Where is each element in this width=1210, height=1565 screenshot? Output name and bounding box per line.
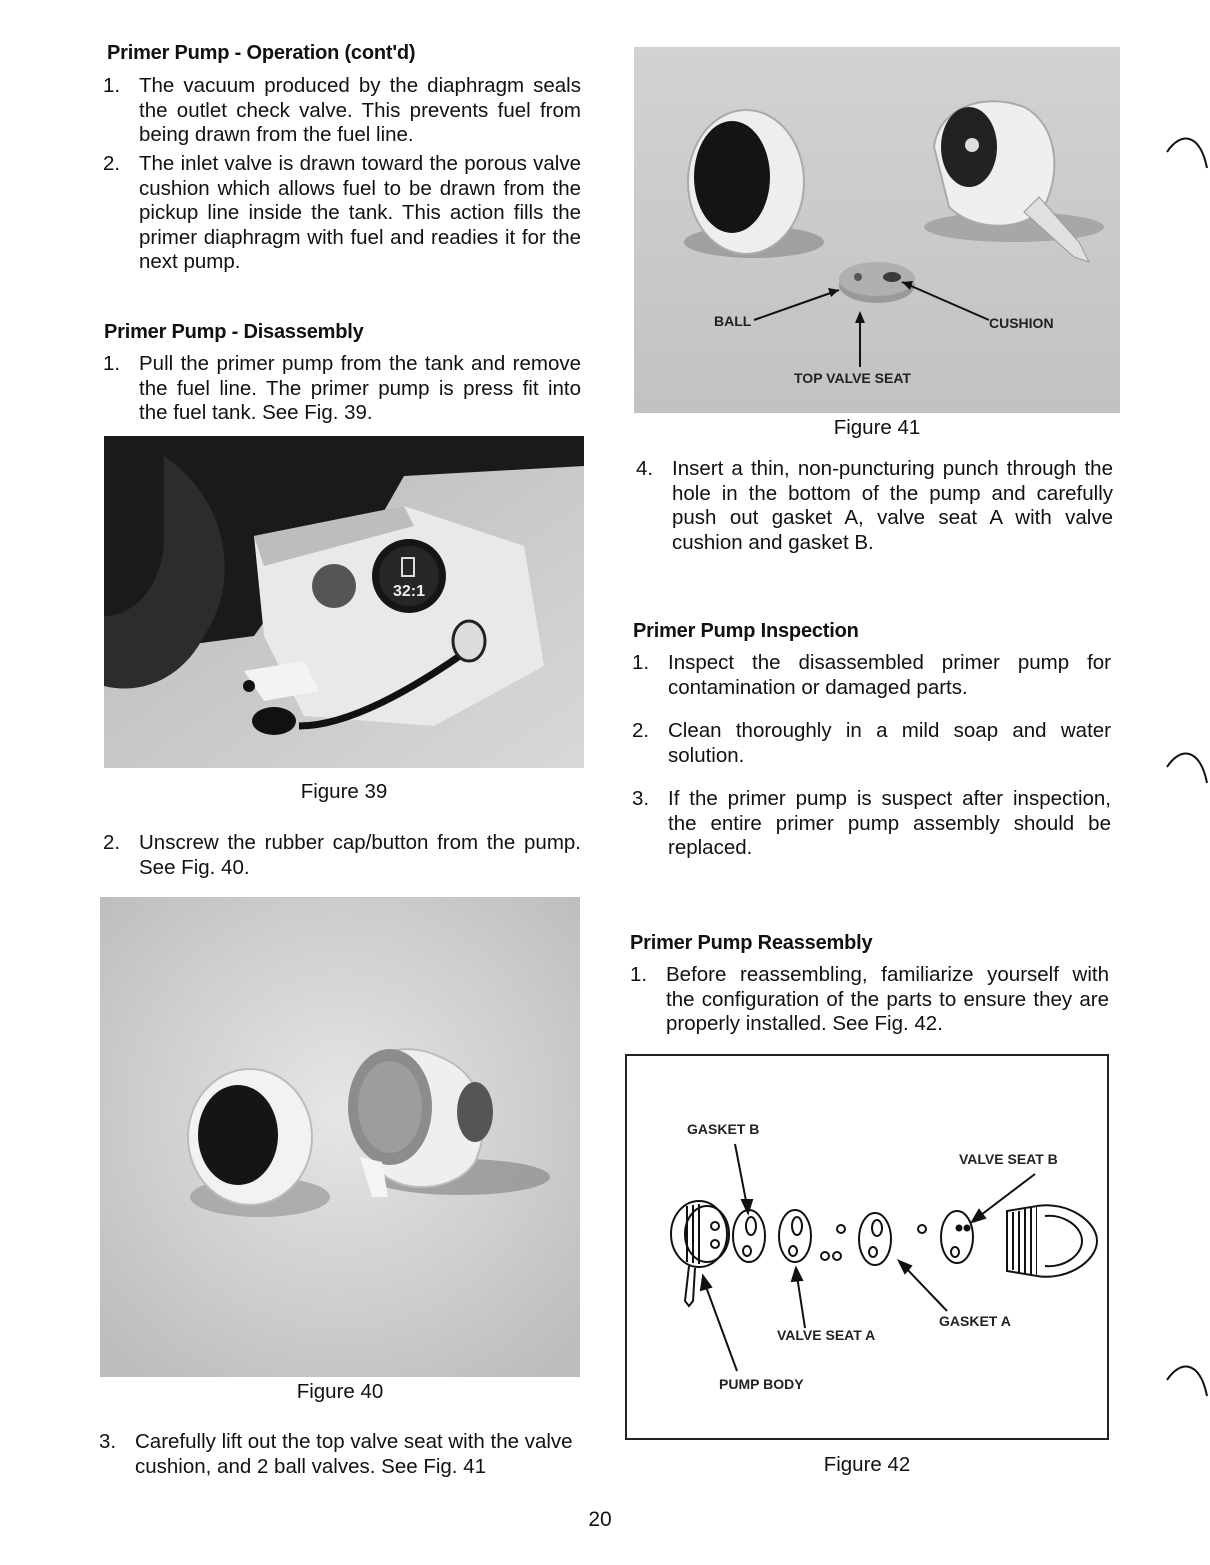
inspection-step-3: [632, 787, 1111, 861]
label-gasket-a: GASKET A: [939, 1313, 1011, 1329]
step-number: 1.: [630, 963, 648, 986]
figure-39-photo: [104, 436, 584, 768]
step-text: Pull the primer pump from the tank and remove the fuel line. The primer pump is press fit into the fuel tank. See Fig. 39.: [139, 352, 581, 424]
disassembly-step-4: [636, 457, 1113, 555]
step-text: Unscrew the rubber cap/button from the pump. See Fig. 40.: [139, 831, 581, 879]
inspection-step-1: [632, 651, 1111, 700]
scan-mark-arc: [1165, 745, 1210, 785]
inspection-step-2: [632, 719, 1111, 768]
figure-40-caption: Figure 40: [296, 1380, 384, 1403]
step-number: 2.: [103, 152, 121, 175]
label-valve-seat-a: VALVE SEAT A: [777, 1327, 876, 1343]
figure-42-diagram: [625, 1054, 1109, 1440]
figure-40-photo: [100, 897, 580, 1377]
figure-42-caption: Figure 42: [823, 1453, 911, 1476]
label-top-valve-seat: TOP VALVE SEAT: [794, 370, 911, 386]
heading-disassembly: Primer Pump - Disassembly: [104, 321, 364, 343]
step-number: 3.: [99, 1430, 117, 1453]
heading-reassembly: Primer Pump Reassembly: [630, 932, 873, 954]
operation-step-1: [103, 74, 581, 148]
operation-step-2: [103, 152, 581, 275]
disassembly-step-1: [103, 352, 581, 426]
figure-41-caption: Figure 41: [833, 416, 921, 439]
figure-39-caption: Figure 39: [300, 780, 388, 803]
step-number: 2.: [103, 831, 121, 854]
step-number: 1.: [103, 352, 121, 375]
step-number: 3.: [632, 787, 650, 810]
label-cushion: CUSHION: [989, 315, 1054, 331]
step-number: 2.: [632, 719, 650, 742]
step-text: The vacuum produced by the diaphragm seals the outlet check valve. This prevents fuel from being drawn from the fuel line.: [139, 74, 581, 146]
step-number: 4.: [636, 457, 654, 480]
page-number: 20: [588, 1508, 612, 1531]
fuel-mix-badge: 32:1: [392, 583, 426, 600]
reassembly-step-1: [630, 963, 1109, 1037]
scan-mark-arc: [1165, 1358, 1210, 1398]
heading-operation: Primer Pump - Operation (cont'd): [107, 42, 416, 64]
step-text: The inlet valve is drawn toward the porous valve cushion which allows fuel to be drawn from the pickup line inside the tank. This action fills the primer diaphragm with fuel and readies it for the next pump.: [139, 152, 581, 273]
label-pump-body: PUMP BODY: [719, 1376, 804, 1392]
step-text: Before reassembling, familiarize yourself with the configuration of the parts to ensure they are properly installed. See Fig. 42.: [666, 963, 1109, 1035]
step-number: 1.: [632, 651, 650, 674]
disassembly-step-3: [99, 1430, 577, 1479]
step-text: Carefully lift out the top valve seat with the valve cushion, and 2 ball valves. See Fig. 41: [135, 1430, 573, 1478]
label-gasket-b: GASKET B: [687, 1121, 760, 1137]
step-text: Insert a thin, non-puncturing punch through the hole in the bottom of the pump and carefully push out gasket A, valve seat A with valve cushion and gasket B.: [672, 457, 1113, 554]
step-text: Inspect the disassembled primer pump for contamination or damaged parts.: [668, 651, 1111, 699]
scan-mark-arc: [1165, 130, 1210, 170]
heading-inspection: Primer Pump Inspection: [633, 620, 859, 642]
figure-41-photo: [634, 47, 1120, 413]
step-number: 1.: [103, 74, 121, 97]
disassembly-step-2: [103, 831, 581, 880]
label-valve-seat-b: VALVE SEAT B: [959, 1151, 1058, 1167]
step-text: If the primer pump is suspect after inspection, the entire primer pump assembly should be replaced.: [668, 787, 1111, 859]
label-ball: BALL: [714, 313, 752, 329]
step-text: Clean thoroughly in a mild soap and water solution.: [668, 719, 1111, 767]
